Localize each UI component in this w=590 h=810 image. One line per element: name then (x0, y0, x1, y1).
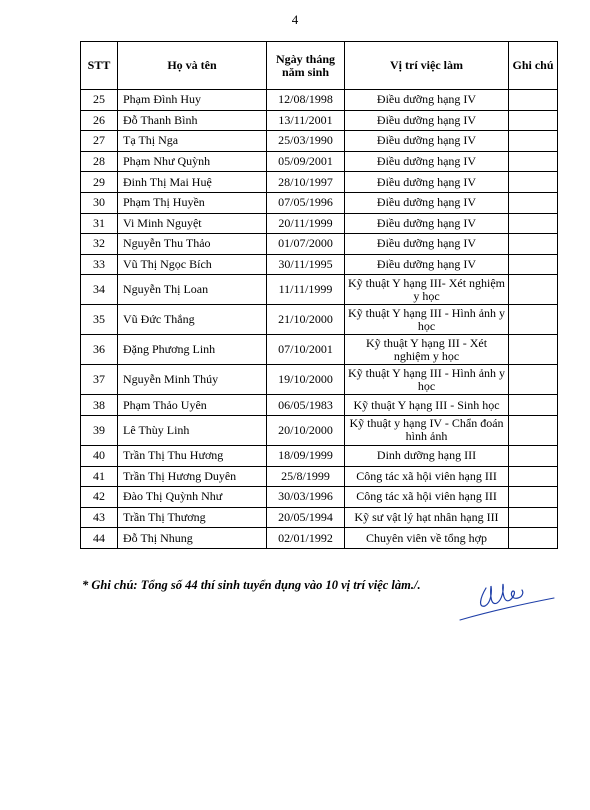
table-row (81, 172, 558, 193)
candidate-table (80, 41, 558, 549)
cell-note (509, 365, 558, 395)
cell-name: Phạm Đình Huy (118, 90, 267, 111)
cell-position: Kỹ thuật Y hạng III - Hình ảnh y học (345, 365, 509, 395)
cell-stt: 44 (81, 528, 118, 549)
table-row (81, 335, 558, 365)
cell-stt: 43 (81, 507, 118, 528)
cell-position: Kỹ thuật Y hạng III - Hình ảnh y học (345, 305, 509, 335)
table-header (81, 42, 558, 90)
cell-note (509, 254, 558, 275)
cell-stt: 33 (81, 254, 118, 275)
table-row (81, 466, 558, 487)
cell-stt: 28 (81, 151, 118, 172)
cell-position: Điều dưỡng hạng IV (345, 90, 509, 111)
cell-name: Vũ Đức Thắng (118, 305, 267, 335)
table-row (81, 213, 558, 234)
cell-note (509, 151, 558, 172)
cell-stt: 41 (81, 466, 118, 487)
header-name: Họ và tên (118, 42, 267, 90)
page-number: 4 (291, 12, 299, 27)
cell-dob: 21/10/2000 (267, 305, 345, 335)
cell-name: Đỗ Thanh Bình (118, 110, 267, 131)
cell-dob: 13/11/2001 (267, 110, 345, 131)
cell-name: Phạm Như Quỳnh (118, 151, 267, 172)
cell-note (509, 305, 558, 335)
cell-note (509, 415, 558, 445)
cell-position: Kỹ sư vật lý hạt nhân hạng III (345, 507, 509, 528)
table-row (81, 131, 558, 152)
cell-name: Phạm Thị Huyền (118, 192, 267, 213)
header-position: Vị trí việc làm (345, 42, 509, 90)
cell-stt: 37 (81, 365, 118, 395)
cell-position: Điều dưỡng hạng IV (345, 192, 509, 213)
cell-note (509, 466, 558, 487)
cell-position: Công tác xã hội viên hạng III (345, 466, 509, 487)
cell-stt: 30 (81, 192, 118, 213)
cell-name: Trần Thị Thương (118, 507, 267, 528)
cell-name: Đinh Thị Mai Huệ (118, 172, 267, 193)
cell-dob: 25/03/1990 (267, 131, 345, 152)
cell-stt: 32 (81, 234, 118, 255)
cell-name: Trần Thị Thu Hương (118, 445, 267, 466)
cell-note (509, 395, 558, 416)
cell-dob: 07/10/2001 (267, 335, 345, 365)
cell-dob: 28/10/1997 (267, 172, 345, 193)
cell-dob: 30/11/1995 (267, 254, 345, 275)
cell-name: Trần Thị Hương Duyên (118, 466, 267, 487)
table-row (81, 234, 558, 255)
cell-dob: 30/03/1996 (267, 487, 345, 508)
cell-position: Điều dưỡng hạng IV (345, 151, 509, 172)
cell-name: Đặng Phương Linh (118, 335, 267, 365)
table-row (81, 305, 558, 335)
cell-dob: 19/10/2000 (267, 365, 345, 395)
cell-note (509, 172, 558, 193)
cell-name: Lê Thùy Linh (118, 415, 267, 445)
cell-dob: 11/11/1999 (267, 275, 345, 305)
cell-position: Công tác xã hội viên hạng III (345, 487, 509, 508)
cell-note (509, 507, 558, 528)
cell-position: Kỹ thuật y hạng IV - Chẩn đoán hình ảnh (345, 415, 509, 445)
cell-name: Nguyễn Thu Thảo (118, 234, 267, 255)
cell-position: Chuyên viên về tổng hợp (345, 528, 509, 549)
table-row (81, 192, 558, 213)
cell-name: Vi Minh Nguyệt (118, 213, 267, 234)
table-row (81, 445, 558, 466)
table-row (81, 90, 558, 111)
table-row (81, 365, 558, 395)
cell-stt: 25 (81, 90, 118, 111)
cell-note (509, 131, 558, 152)
cell-position: Điều dưỡng hạng IV (345, 110, 509, 131)
table-row (81, 110, 558, 131)
cell-name: Tạ Thị Nga (118, 131, 267, 152)
cell-stt: 42 (81, 487, 118, 508)
cell-note (509, 90, 558, 111)
cell-dob: 06/05/1983 (267, 395, 345, 416)
cell-stt: 35 (81, 305, 118, 335)
cell-dob: 18/09/1999 (267, 445, 345, 466)
cell-position: Dinh dưỡng hạng III (345, 445, 509, 466)
cell-position: Điều dưỡng hạng IV (345, 131, 509, 152)
header-note: Ghi chú (509, 42, 558, 90)
cell-name: Đào Thị Quỳnh Như (118, 487, 267, 508)
cell-position: Điều dưỡng hạng IV (345, 213, 509, 234)
cell-position: Kỹ thuật Y hạng III - Sinh học (345, 395, 509, 416)
cell-stt: 40 (81, 445, 118, 466)
cell-note (509, 487, 558, 508)
cell-stt: 36 (81, 335, 118, 365)
cell-stt: 38 (81, 395, 118, 416)
table-row (81, 254, 558, 275)
cell-note (509, 234, 558, 255)
cell-stt: 39 (81, 415, 118, 445)
table-row (81, 507, 558, 528)
cell-position: Kỹ thuật Y hạng III- Xét nghiệm y học (345, 275, 509, 305)
cell-dob: 20/10/2000 (267, 415, 345, 445)
header-dob: Ngày tháng năm sinh (267, 42, 345, 90)
cell-dob: 05/09/2001 (267, 151, 345, 172)
cell-name: Vũ Thị Ngọc Bích (118, 254, 267, 275)
table-row (81, 395, 558, 416)
cell-name: Nguyễn Minh Thúy (118, 365, 267, 395)
cell-stt: 31 (81, 213, 118, 234)
cell-dob: 02/01/1992 (267, 528, 345, 549)
table-row (81, 275, 558, 305)
cell-dob: 20/11/1999 (267, 213, 345, 234)
table-row (81, 151, 558, 172)
cell-note (509, 335, 558, 365)
cell-note (509, 528, 558, 549)
signature (458, 578, 558, 631)
cell-stt: 29 (81, 172, 118, 193)
cell-position: Điều dưỡng hạng IV (345, 172, 509, 193)
cell-position: Kỹ thuật Y hạng III - Xét nghiệm y học (345, 335, 509, 365)
signature-drawing (458, 578, 558, 626)
table-row (81, 415, 558, 445)
table-row (81, 487, 558, 508)
cell-dob: 07/05/1996 (267, 192, 345, 213)
cell-note (509, 213, 558, 234)
cell-name: Nguyễn Thị Loan (118, 275, 267, 305)
cell-position: Điều dưỡng hạng IV (345, 254, 509, 275)
cell-dob: 12/08/1998 (267, 90, 345, 111)
cell-dob: 01/07/2000 (267, 234, 345, 255)
cell-note (509, 192, 558, 213)
footnote: * Ghi chú: Tổng số 44 thí sinh tuyển dụng vào 10 vị trí việc làm./. (82, 578, 421, 592)
cell-name: Đỗ Thị Nhung (118, 528, 267, 549)
cell-name: Phạm Thảo Uyên (118, 395, 267, 416)
cell-dob: 20/05/1994 (267, 507, 345, 528)
cell-note (509, 275, 558, 305)
table-row (81, 528, 558, 549)
cell-stt: 26 (81, 110, 118, 131)
cell-position: Điều dưỡng hạng IV (345, 234, 509, 255)
cell-dob: 25/8/1999 (267, 466, 345, 487)
header-stt: STT (81, 42, 118, 90)
table-body (81, 90, 558, 549)
cell-stt: 27 (81, 131, 118, 152)
cell-note (509, 110, 558, 131)
cell-stt: 34 (81, 275, 118, 305)
cell-note (509, 445, 558, 466)
